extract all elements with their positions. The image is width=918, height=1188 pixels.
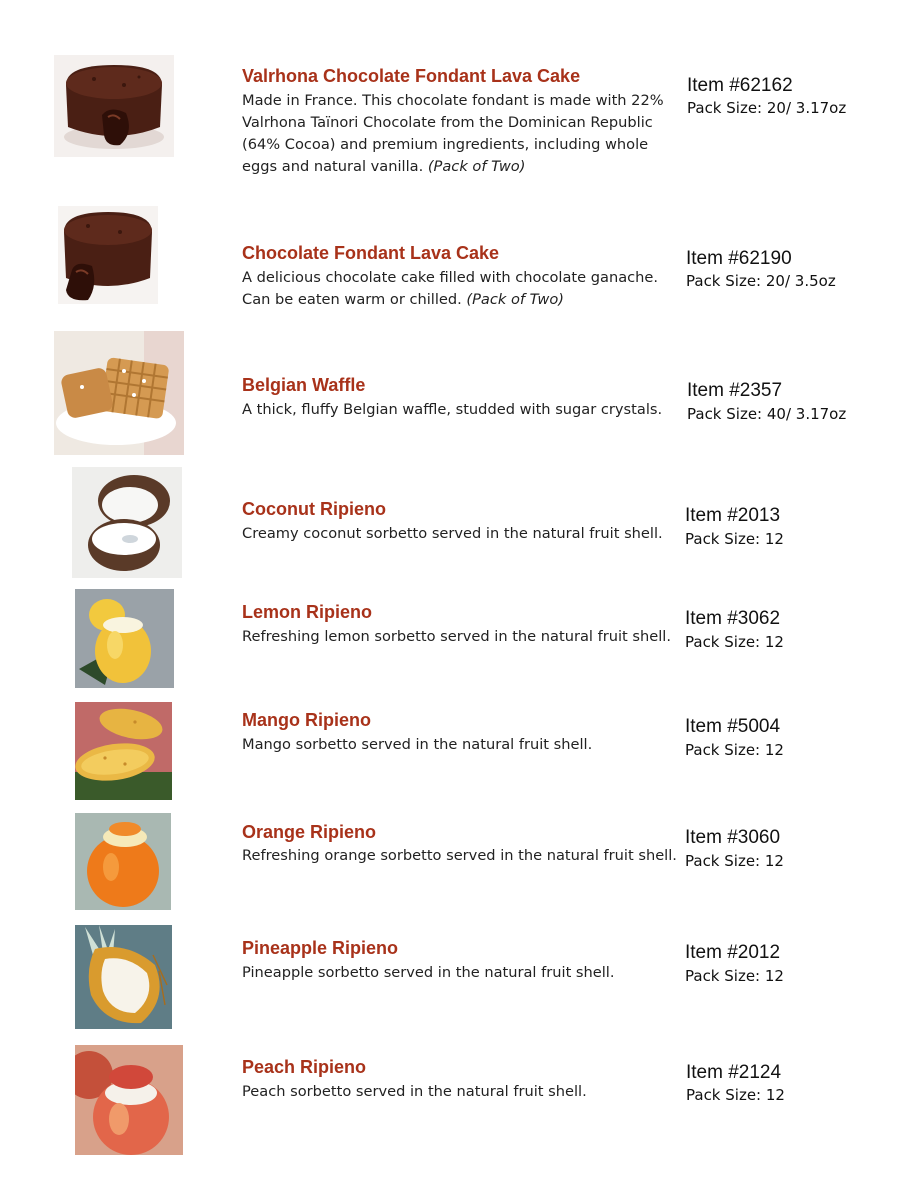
product-description bbox=[242, 626, 682, 648]
pack-note: (Pack of Two) bbox=[427, 158, 526, 175]
waffle-image bbox=[54, 331, 184, 455]
product-description bbox=[242, 962, 682, 984]
pineapple-image bbox=[75, 925, 172, 1029]
pack-size: Pack Size: 20/ 3.17oz bbox=[687, 99, 847, 117]
product-description bbox=[242, 523, 682, 545]
product-description bbox=[242, 399, 682, 421]
pack-size: Pack Size: 20/ 3.5oz bbox=[686, 272, 836, 290]
pack-size: Pack Size: 12 bbox=[685, 852, 784, 870]
item-number: Item #2013 bbox=[685, 505, 781, 526]
peach-image bbox=[75, 1045, 183, 1155]
item-number: Item #62162 bbox=[687, 75, 793, 96]
lava-cake-image bbox=[58, 206, 158, 304]
product-name: Orange Ripieno bbox=[242, 822, 377, 842]
description-text: Mango sorbetto served in the natural fruit shell. bbox=[242, 736, 593, 753]
pack-size: Pack Size: 12 bbox=[685, 633, 784, 651]
product-name: Belgian Waffle bbox=[242, 375, 366, 395]
item-number: Item #2124 bbox=[686, 1062, 782, 1083]
product-description bbox=[242, 90, 682, 178]
item-number: Item #3062 bbox=[685, 608, 781, 629]
description-text: A delicious chocolate cake filled with chocolate ganache. Can be eaten warm or chilled. bbox=[242, 269, 659, 308]
product-name: Peach Ripieno bbox=[242, 1057, 367, 1077]
product-name: Valrhona Chocolate Fondant Lava Cake bbox=[242, 66, 581, 86]
product-name: Pineapple Ripieno bbox=[242, 938, 399, 958]
lava-cake-image bbox=[54, 55, 174, 157]
pack-size: Pack Size: 12 bbox=[686, 1086, 785, 1104]
lemon-image bbox=[75, 589, 174, 688]
description-text: Peach sorbetto served in the natural fruit shell. bbox=[242, 1083, 587, 1100]
item-number: Item #2357 bbox=[687, 380, 783, 401]
description-text: Creamy coconut sorbetto served in the natural fruit shell. bbox=[242, 525, 663, 542]
product-name: Lemon Ripieno bbox=[242, 602, 372, 622]
product-name: Chocolate Fondant Lava Cake bbox=[242, 243, 500, 263]
item-number: Item #62190 bbox=[686, 248, 792, 269]
product-description bbox=[242, 1081, 682, 1103]
product-description bbox=[242, 267, 682, 311]
pack-size: Pack Size: 12 bbox=[685, 530, 784, 548]
orange-image bbox=[75, 813, 171, 910]
item-number: Item #2012 bbox=[685, 942, 781, 963]
description-text: Refreshing orange sorbetto served in the natural fruit shell. bbox=[242, 847, 677, 864]
description-text: A thick, fluffy Belgian waffle, studded with sugar crystals. bbox=[242, 401, 663, 418]
item-number: Item #3060 bbox=[685, 827, 781, 848]
pack-size: Pack Size: 12 bbox=[685, 967, 784, 985]
pack-note: (Pack of Two) bbox=[466, 291, 564, 308]
description-text: Pineapple sorbetto served in the natural fruit shell. bbox=[242, 964, 615, 981]
product-description bbox=[242, 845, 682, 867]
pack-size: Pack Size: 12 bbox=[685, 741, 784, 759]
item-number: Item #5004 bbox=[685, 716, 781, 737]
product-description bbox=[242, 734, 682, 756]
description-text: Made in France. This chocolate fondant is made with 22% Valrhona Taïnori Chocolate from the Dominican Republic (64% Cocoa) and premium ingredients, including whole eggs and natural vanilla. bbox=[242, 92, 664, 175]
coconut-image bbox=[72, 467, 182, 578]
description-text: Refreshing lemon sorbetto served in the natural fruit shell. bbox=[242, 628, 671, 645]
mango-image bbox=[75, 702, 172, 800]
pack-size: Pack Size: 40/ 3.17oz bbox=[687, 405, 847, 423]
product-name: Coconut Ripieno bbox=[242, 499, 386, 519]
product-name: Mango Ripieno bbox=[242, 710, 371, 730]
